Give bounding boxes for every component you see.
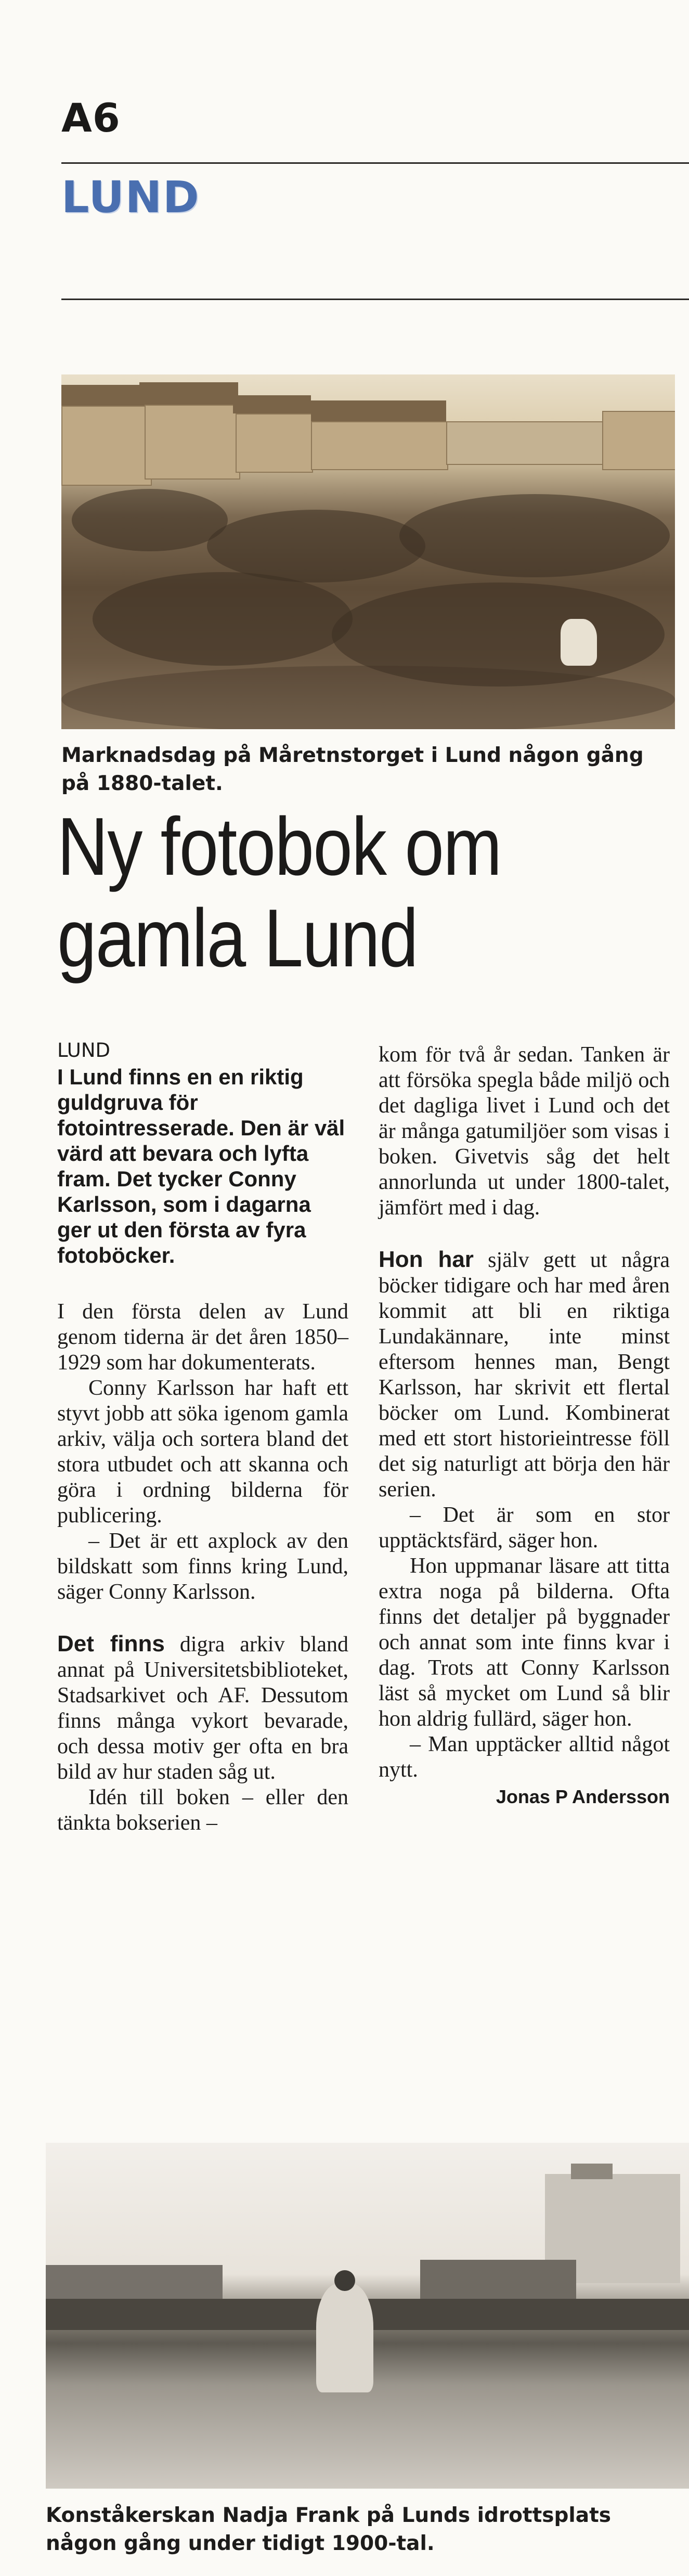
body-paragraph: Idén till boken – eller den tänkta bokserien – [57,1785,348,1835]
body-paragraph: – Man upptäcker alltid något nytt. [379,1732,670,1782]
skater-photo [46,2143,689,2489]
section-rule [61,299,689,300]
body-paragraph: I den första delen av Lund genom tiderna är det åren 1850–1929 som har dokumenterats. [57,1300,348,1375]
subhead-lead: Det finns [57,1631,165,1656]
body-paragraph: – Det är ett axplock av den bildskatt som finns kring Lund, säger Conny Karlsson. [57,1529,348,1604]
top-rule [61,162,689,164]
body-paragraph: – Det är som en stor upptäcktsfärd, säger hon. [379,1503,670,1552]
dateline: LUND [57,1039,111,1062]
body-paragraph [379,1247,670,1503]
body-paragraph: Hon uppmanar läsare att titta extra noga på bilderna. Ofta finns det detaljer på byggnader och annat som inte finns kvar i dag. Trots att Conny Karlsson läst så mycket om Lund så blir hon aldrig fullärd, säger hon. [379,1554,670,1731]
article-ingress: I Lund finns en en riktig guldgruva för fotointresserade. Den är väl värd att bevara och lyfta fram. Det tycker Conny Karlsson, som i dagarna ger ut den första av fyra fotoböcker. [57,1065,345,1267]
subhead-lead-text: själv gett ut några böcker tidigare och har med åren kommit att bli en riktiga Lundakännare, inte minst eftersom hennes man, Bengt Karlsson, har skrivit ett flertal böcker om Lund. Kombinerat med ett stort historieintresse föll det sig naturligt att börja den här serien. [379,1248,670,1501]
body-paragraph: kom för två år sedan. Tanken är att försöka spegla både miljö och det dagliga livet i Lund och det är många gatumiljöer som visas i boken. Givetvis såg det helt annorlunda ut under 1800-talet, jämfört med i dag. [379,1043,670,1220]
page-number: A6 [61,95,121,141]
article-headline: Ny fotobok om gamla Lund [57,801,501,984]
article-column-left [57,1039,348,1836]
subhead-lead-text: digra arkiv bland annat på Universitetsbiblioteket, Stadsarkivet och AF. Dessutom finns många vykort bevarade, och dessa motiv ger ofta en bra bild av hur staden såg ut. [57,1633,349,1784]
article-column-right [379,1042,670,1808]
byline: Jonas P Andersson [496,1786,670,1807]
market-photo [61,374,675,729]
photo-caption-market: Marknadsdag på Måretnstorget i Lund någon gång på 1880-talet. [61,744,644,795]
body-paragraph [57,1631,348,1785]
subhead-lead: Hon har [379,1247,474,1272]
photo-caption-skater: Konståkerskan Nadja Frank på Lunds idrottsplats någon gång under tidigt 1900-tal. [46,2504,611,2555]
section-heading: LUND [61,172,200,223]
body-paragraph: Conny Karlsson har haft ett styvt jobb att söka igenom gamla arkiv, välja och sortera bland det stora utbudet och att skanna och göra i ordning bilderna för publicering. [57,1376,348,1528]
